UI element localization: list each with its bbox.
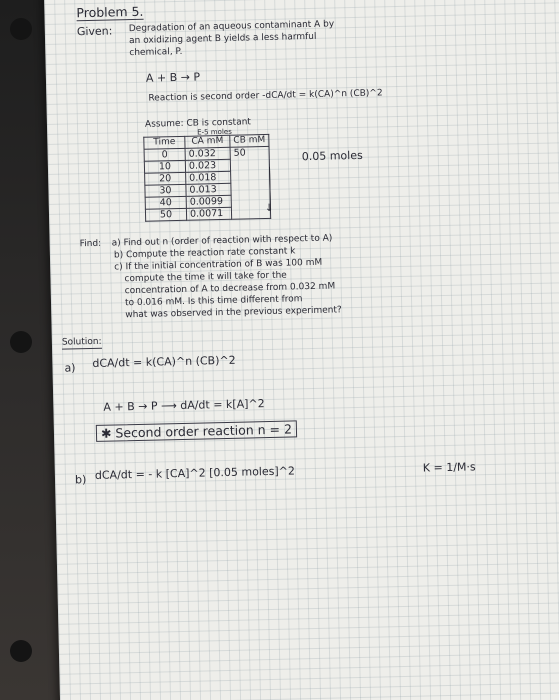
table-header-cb: CB mM: [230, 134, 269, 147]
given-line-1: Degradation of an aqueous contaminant A by: [128, 19, 335, 35]
find-item-c-2: compute the time it will take for the: [124, 270, 287, 285]
find-item-a: a) Find out n (order of reaction with respect to A): [111, 233, 333, 249]
part-a-reaction: A + B → P ⟶ dA/dt = k[A]^2: [103, 397, 265, 414]
find-item-c-3: concentration of A to decrease from 0.032 mM: [124, 281, 336, 297]
given-line-2: an oxidizing agent B yields a less harmful: [128, 31, 317, 47]
reaction-equation: A + B → P: [145, 70, 201, 85]
problem-title: Problem 5.: [76, 3, 144, 21]
table-row: 20 0.018: [145, 170, 270, 185]
concentration-table: [143, 134, 271, 222]
given-label: Given:: [76, 24, 113, 39]
table-header-ca: CA mM: [185, 135, 230, 148]
part-a-label: a): [64, 361, 76, 375]
find-label: Find:: [79, 238, 102, 250]
find-item-b: b) Compute the reaction rate constant k: [113, 246, 296, 261]
rate-constant-units: K = 1/M·s: [422, 460, 476, 475]
table-row: 50 0.0071: [145, 206, 270, 221]
assumption-text: Assume: CB is constant: [144, 117, 252, 130]
solution-label: Solution:: [61, 336, 102, 348]
binder-hole-icon: [10, 331, 32, 353]
given-line-3: chemical, P.: [129, 46, 183, 59]
conclusion-box: ✱ Second order reaction n = 2: [96, 420, 297, 442]
table-row: 30 0.013: [145, 182, 270, 197]
table-row: 10 0.023: [144, 158, 269, 173]
binder-hole-icon: [10, 18, 32, 40]
find-item-c: c) If the initial concentration of B was 100 mM: [114, 257, 323, 273]
notebook-page: [44, 0, 559, 700]
table-row: 0 0.032 50: [144, 146, 269, 161]
arrowhead-icon: ↓: [264, 202, 274, 215]
rate-law-statement: Reaction is second order -dCA/dt = k(CA)^n (CB)^2: [148, 88, 383, 104]
find-item-c-4: to 0.016 mM. Is this time different from: [124, 294, 303, 309]
part-b-expression: dCA/dt = - k [CA]^2 [0.05 moles]^2: [94, 464, 296, 482]
find-item-c-5: what was observed in the previous experiment?: [125, 305, 342, 321]
table-header-time: Time: [144, 136, 185, 149]
table-row: 40 0.0099: [145, 194, 270, 209]
binder-hole-icon: [10, 640, 32, 662]
table-unit-note: E-5 moles: [197, 127, 232, 137]
cb-constant-note: 0.05 moles: [301, 148, 363, 164]
rate-expression: dCA/dt = k(CA)^n (CB)^2: [92, 353, 236, 370]
part-b-label: b): [74, 473, 87, 487]
